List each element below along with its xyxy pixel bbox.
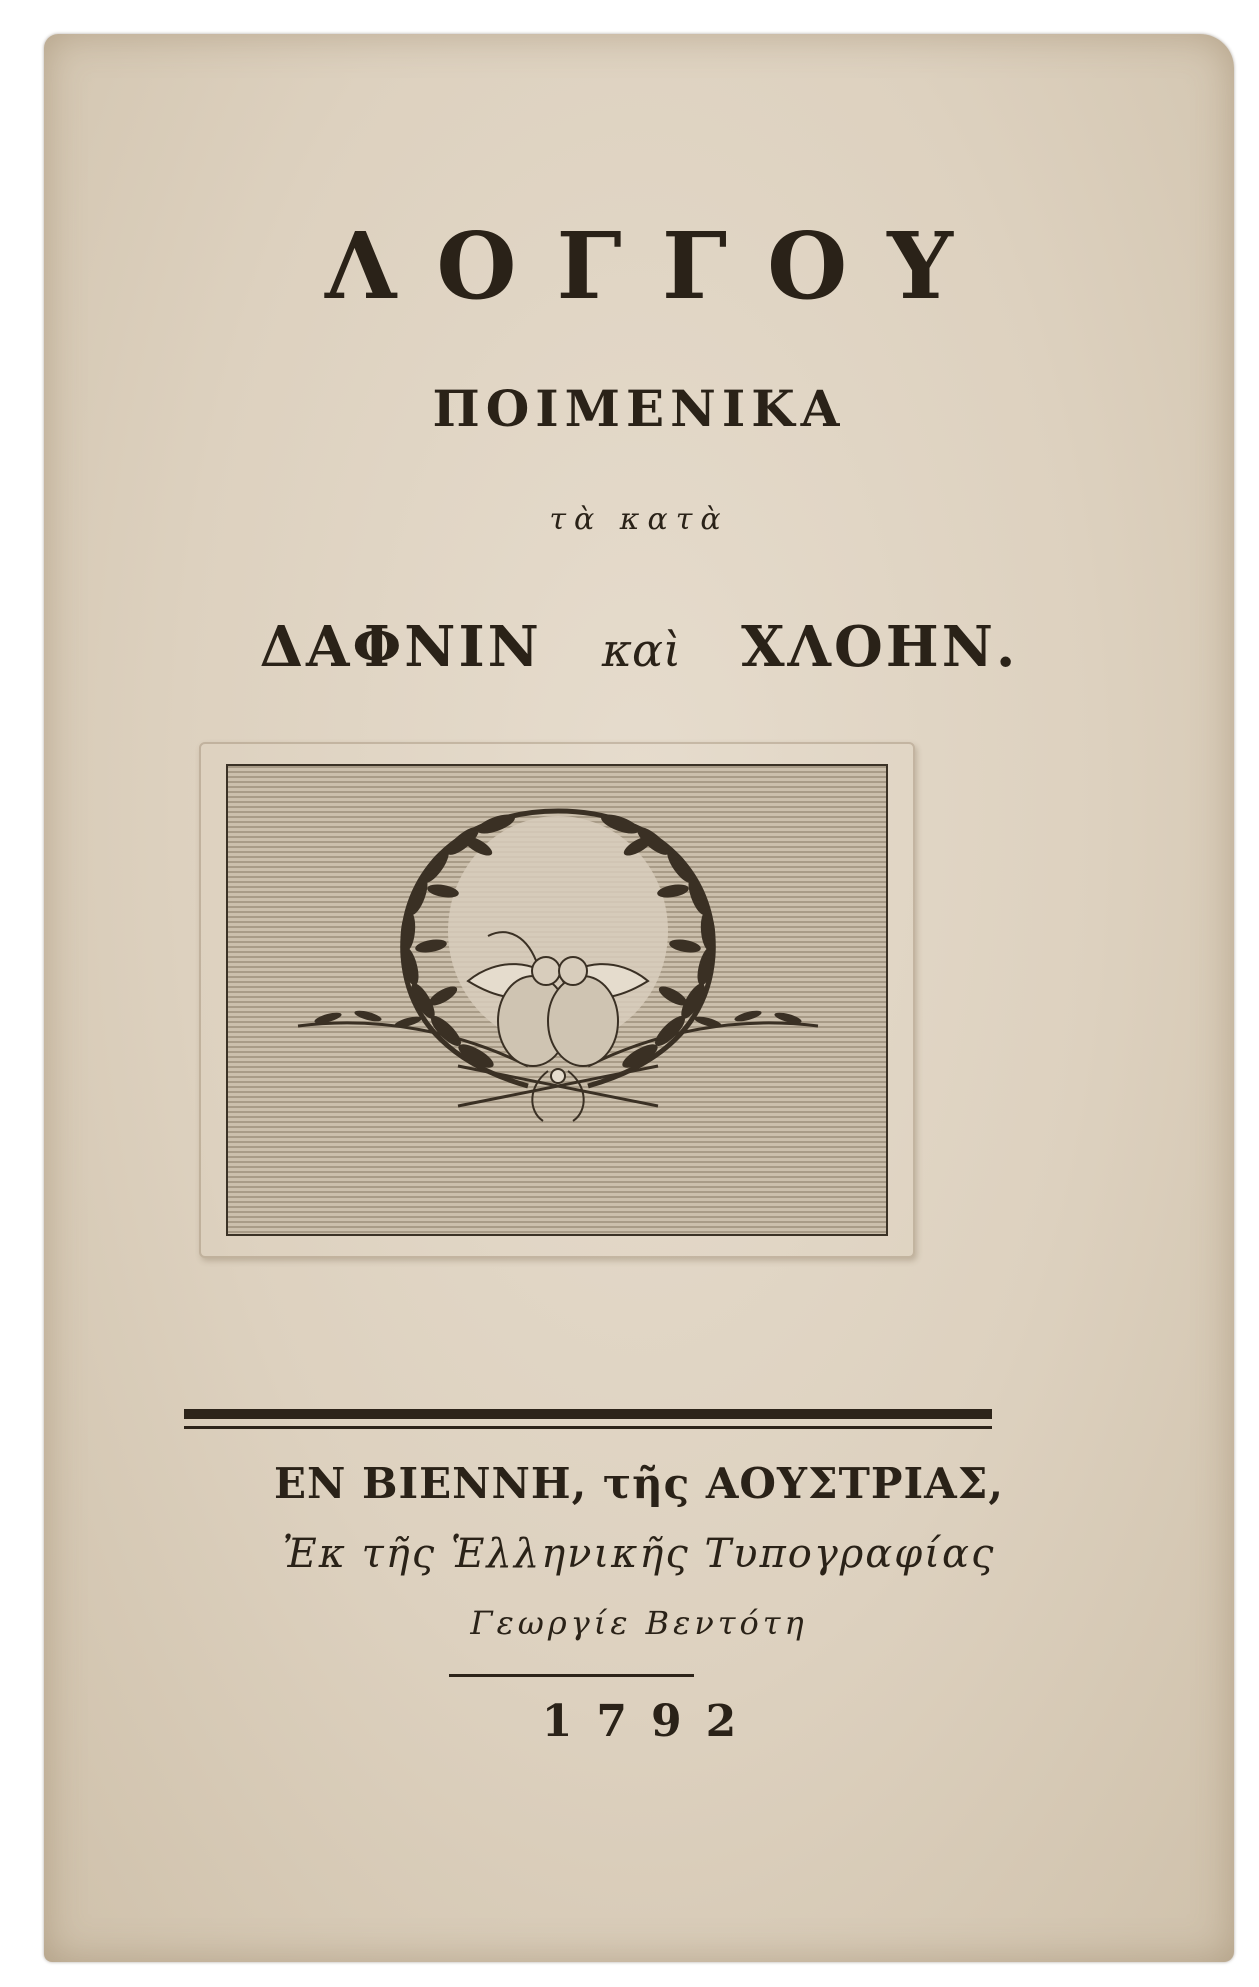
short-rule [449,1674,694,1677]
connector-text: τὰ κατὰ [549,502,729,537]
name-daphnis: ΔΑΦΝΙΝ [259,614,542,680]
wreath-doves-engraving [226,764,888,1236]
name-chloe: ΧΛΟΗΝ. [741,614,1019,680]
imprint-printer: Γεωργίε Βεντότη [470,1604,808,1642]
title-page [44,34,1234,1962]
double-rule-top [184,1409,992,1419]
publication-year: 1792 [541,1696,761,1747]
work-title: ΠΟΙΜΕΝΙΚΑ [432,379,846,438]
wreath-illustration [228,766,886,1234]
author-title: ΛΟΓΓΟΥ [325,212,993,320]
engraving-plate [199,742,915,1258]
characters-line [44,614,1234,680]
imprint-press: Ἐκ τῆς Ἑλληνικῆς Τυπογραφίας [282,1531,996,1577]
and-word: καὶ [601,623,682,677]
imprint-place: ΕΝ ΒΙΕΝΝΗ, τῆς ΑΟΥΣΤΡΙΑΣ, [273,1459,1005,1508]
double-rule-bottom [184,1426,992,1429]
